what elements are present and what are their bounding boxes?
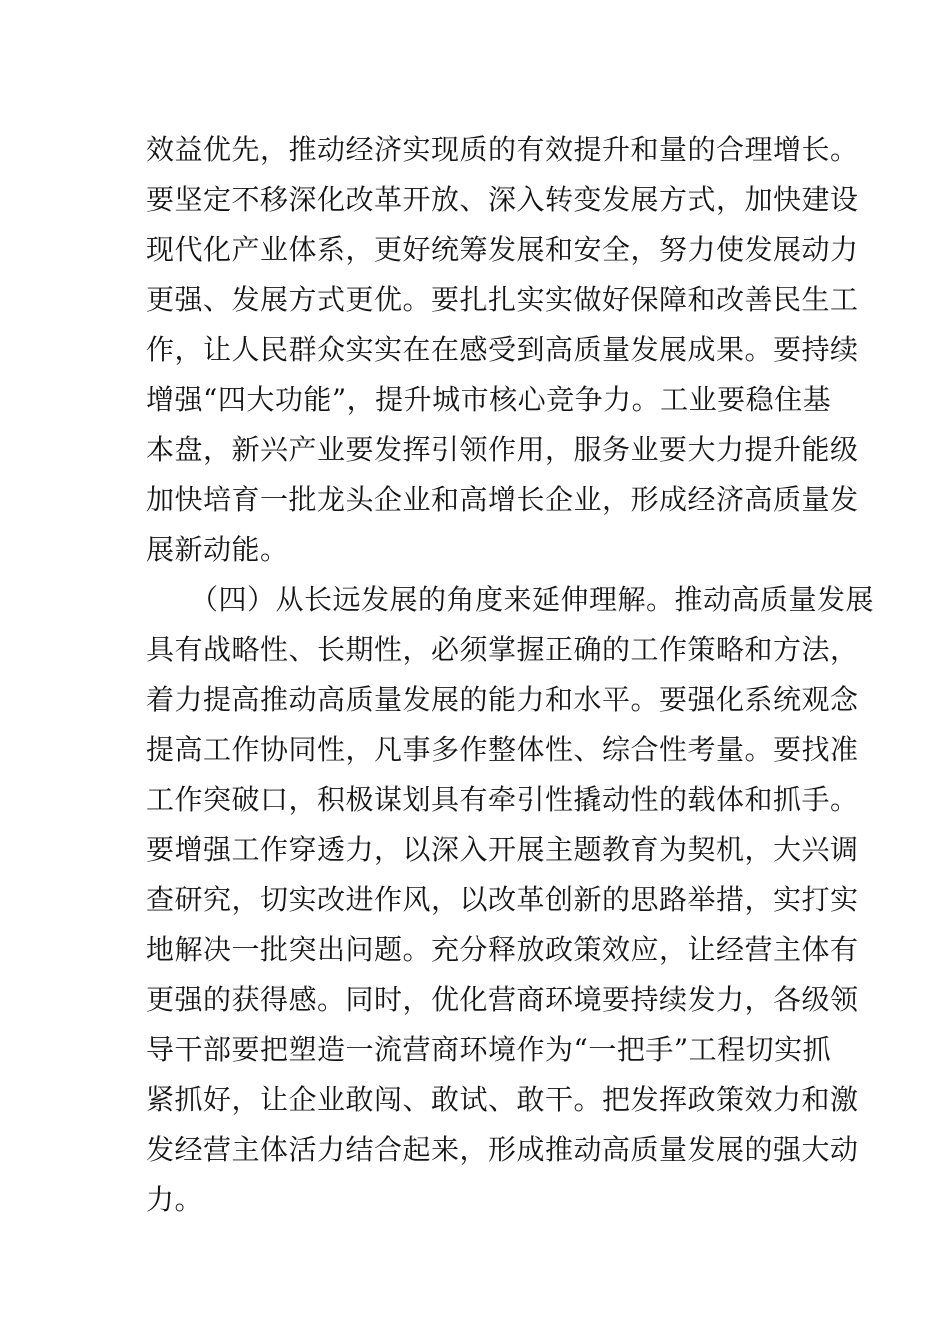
text-line: 更强、发展方式更优。要扎扎实实做好保障和改善民生工 — [146, 283, 859, 316]
text-line: 效益优先，推动经济实现质的有效提升和量的合理增长。 — [146, 133, 859, 166]
text-line: 工作突破口，积极谋划具有牵引性撬动性的载体和抓手。 — [146, 783, 859, 816]
text-line: 展新动能。 — [146, 533, 289, 566]
text-line: 更强的获得感。同时，优化营商环境要持续发力，各级领 — [146, 983, 859, 1016]
text-line: 本盘，新兴产业要发挥引领作用，服务业要大力提升能级 — [146, 433, 859, 466]
text-line: 地解决一批突出问题。充分释放政策效应，让经营主体有 — [146, 933, 859, 966]
text-line: 查研究，切实改进作风，以改革创新的思路举措，实打实 — [146, 883, 859, 916]
text-line: 具有战略性、长期性，必须掌握正确的工作策略和方法， — [146, 633, 859, 666]
text-line: 作，让人民群众实实在在感受到高质量发展成果。要持续 — [146, 333, 859, 366]
text-line: 导干部要把塑造一流营商环境作为“一把手”工程切实抓 — [146, 1033, 832, 1066]
text-line: 着力提高推动高质量发展的能力和水平。要强化系统观念 — [146, 683, 859, 716]
section-heading-line: （四）从长远发展的角度来延伸理解。推动高质量发展 — [190, 583, 875, 616]
text-line: 紧抓好，让企业敢闯、敢试、敢干。把发挥政策效力和激 — [146, 1083, 859, 1116]
text-line: 加快培育一批龙头企业和高增长企业，形成经济高质量发 — [146, 483, 859, 516]
text-line: 现代化产业体系，更好统筹发展和安全，努力使发展动力 — [146, 233, 859, 266]
text-line: 增强“四大功能”，提升城市核心竞争力。工业要稳住基 — [146, 383, 832, 416]
text-line: 要坚定不移深化改革开放、深入转变发展方式，加快建设 — [146, 183, 859, 216]
text-line: 力。 — [146, 1183, 204, 1216]
text-line: 提高工作协同性，凡事多作整体性、综合性考量。要找准 — [146, 733, 859, 766]
text-line: 发经营主体活力结合起来，形成推动高质量发展的强大动 — [146, 1133, 859, 1166]
text-line: 要增强工作穿透力，以深入开展主题教育为契机，大兴调 — [146, 833, 859, 866]
